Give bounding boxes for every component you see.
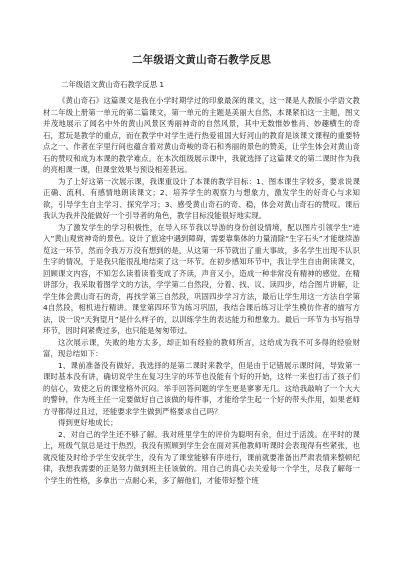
document-title: 二年级语文黄山奇石教学反思 bbox=[131, 54, 272, 66]
paragraph-point-1: 1、课前准备没有做好。我选择的是第二课时来教学，但是由于记错展示课时间，导致第一课时基本没有讲，确切说学生在复习生字的环节也没能有个好的开始，这样一来也打击了孩子们的信心，致使之后的课堂格外沉闷。举手回答问题的学生更是寥寥无几。这给我敲响了一个大大的警钟，作为班主任一定要做好自己该做的每件事，才能给学生起一个好的带头作用，如果老师方寻都得过且过，还能要求学生做到严格要求自己吗？ bbox=[43, 360, 360, 416]
paragraph-summary: 这次展示课，失败的地方太多，却正如有经验的教师所言，这给成为我不可多得的经验财富，现总结如下： bbox=[43, 337, 360, 358]
document-subtitle: 二年级语文黄山奇石教学反思 1 bbox=[61, 80, 165, 89]
paragraph-point-2: 2、对自己的学生还不够了解。我对班里学生的评价为聪明有余，但过于活泼。在平时的课上，班级气氛总是过于热烈，我没有照顾到学生会在面对其他教师听课时会表现得有些紧张，也就没能及时给予学生安抚学生，没有为了课堂能够有序进行，课前就要准备出严肃表情来整顿纪律，我想我需要的正是努力做到班主任该做的。用自己的真心去关爱每一个学生，尽我了解每一个学生的性格，多拿出一点耐心来，多了解他们，才能带好整个班 bbox=[43, 429, 360, 485]
paragraph-process: 为了激发学生的学习积极性，在导入环节我以导游的身份创设情境，配以图片引领学生“进入”黄山观赏神奇的景色。设计了旅途中遇到障碍，需要靠集体的力量清除“生字石头”才能继续游览这一环节，然而令我万万没有想到的是，从这第一环节就出了重大事故，多名学生出现不认识生字的情况，于是我只能很乱地结束了这一环节。在初步感知环节中，我让学生自由朗读课文，回顾课文内容，不知怎么读着读着变成了齐读，声音又小，造成一种非常没有精神的感觉。在精讲部分，我采取着图学文的方法，学学第二自然段，分着、找、议、读四步，结合图片讲解，让学生体会黄山奇石的奇，再找学第三自然段，巩固四步学习方法，最后让学生用这一方法自学第4自然段，相机进行精讲。课堂第四环节为练习巩固，我结合课后练习让学生模仿作者的描写方法，说一说“天狗望月”是什么样子的，以训练学生的表达能力和想象力。最后一环节为书写指导环节，因时间紧费过多，也只能是匆匆带过。 bbox=[43, 222, 360, 335]
paragraph-goals: 为了上好这第一次展示课，我课重设计了本课的教学目标：1、图本课生字较多，要求说课正确、流利、有感情地朗读课文；2、培养学生的观察力与想象力，激发学生的好奇心与求知欲，引导学生自主学习、探究学习；3、感受黄山奇石的奇、稳，体会对黄山奇石的赞叹。课后我认为我并没能做好一个引导者的角色，教学目标没能很好地实现。 bbox=[43, 176, 360, 220]
paragraph-intro: 《黄山奇石》这篇课文是我在小学时期学过的印象最深的课文，这一课是人教版小学语文教材二年级上册第一单元的第二篇课文，第一单元的主题是美丽大自然，本课紧扣这一主题，图文并茂地展示了闻名中外的黄山风景区秀丽神奇的自然风景，其中无数惟妙惟肖、妙趣横生的奇石，惹玩是教学的重点，而在教学中对学生进行热爱祖国大好河山的教育是该课文课程的重要特点之一。作者在字里行间也蕴含着对黄山奇峻的奇石和秀丽的景色的赞美，让学生体会对黄山奇石的赞叹和成为本课的教学难点。在本次组级展示课中，我就选择了这篇课文的第二课时作为我的亮相课一课，但课堂效果与预设相差甚远。 bbox=[43, 96, 360, 174]
paragraph-growth: 得到更好地成长； bbox=[58, 418, 118, 427]
